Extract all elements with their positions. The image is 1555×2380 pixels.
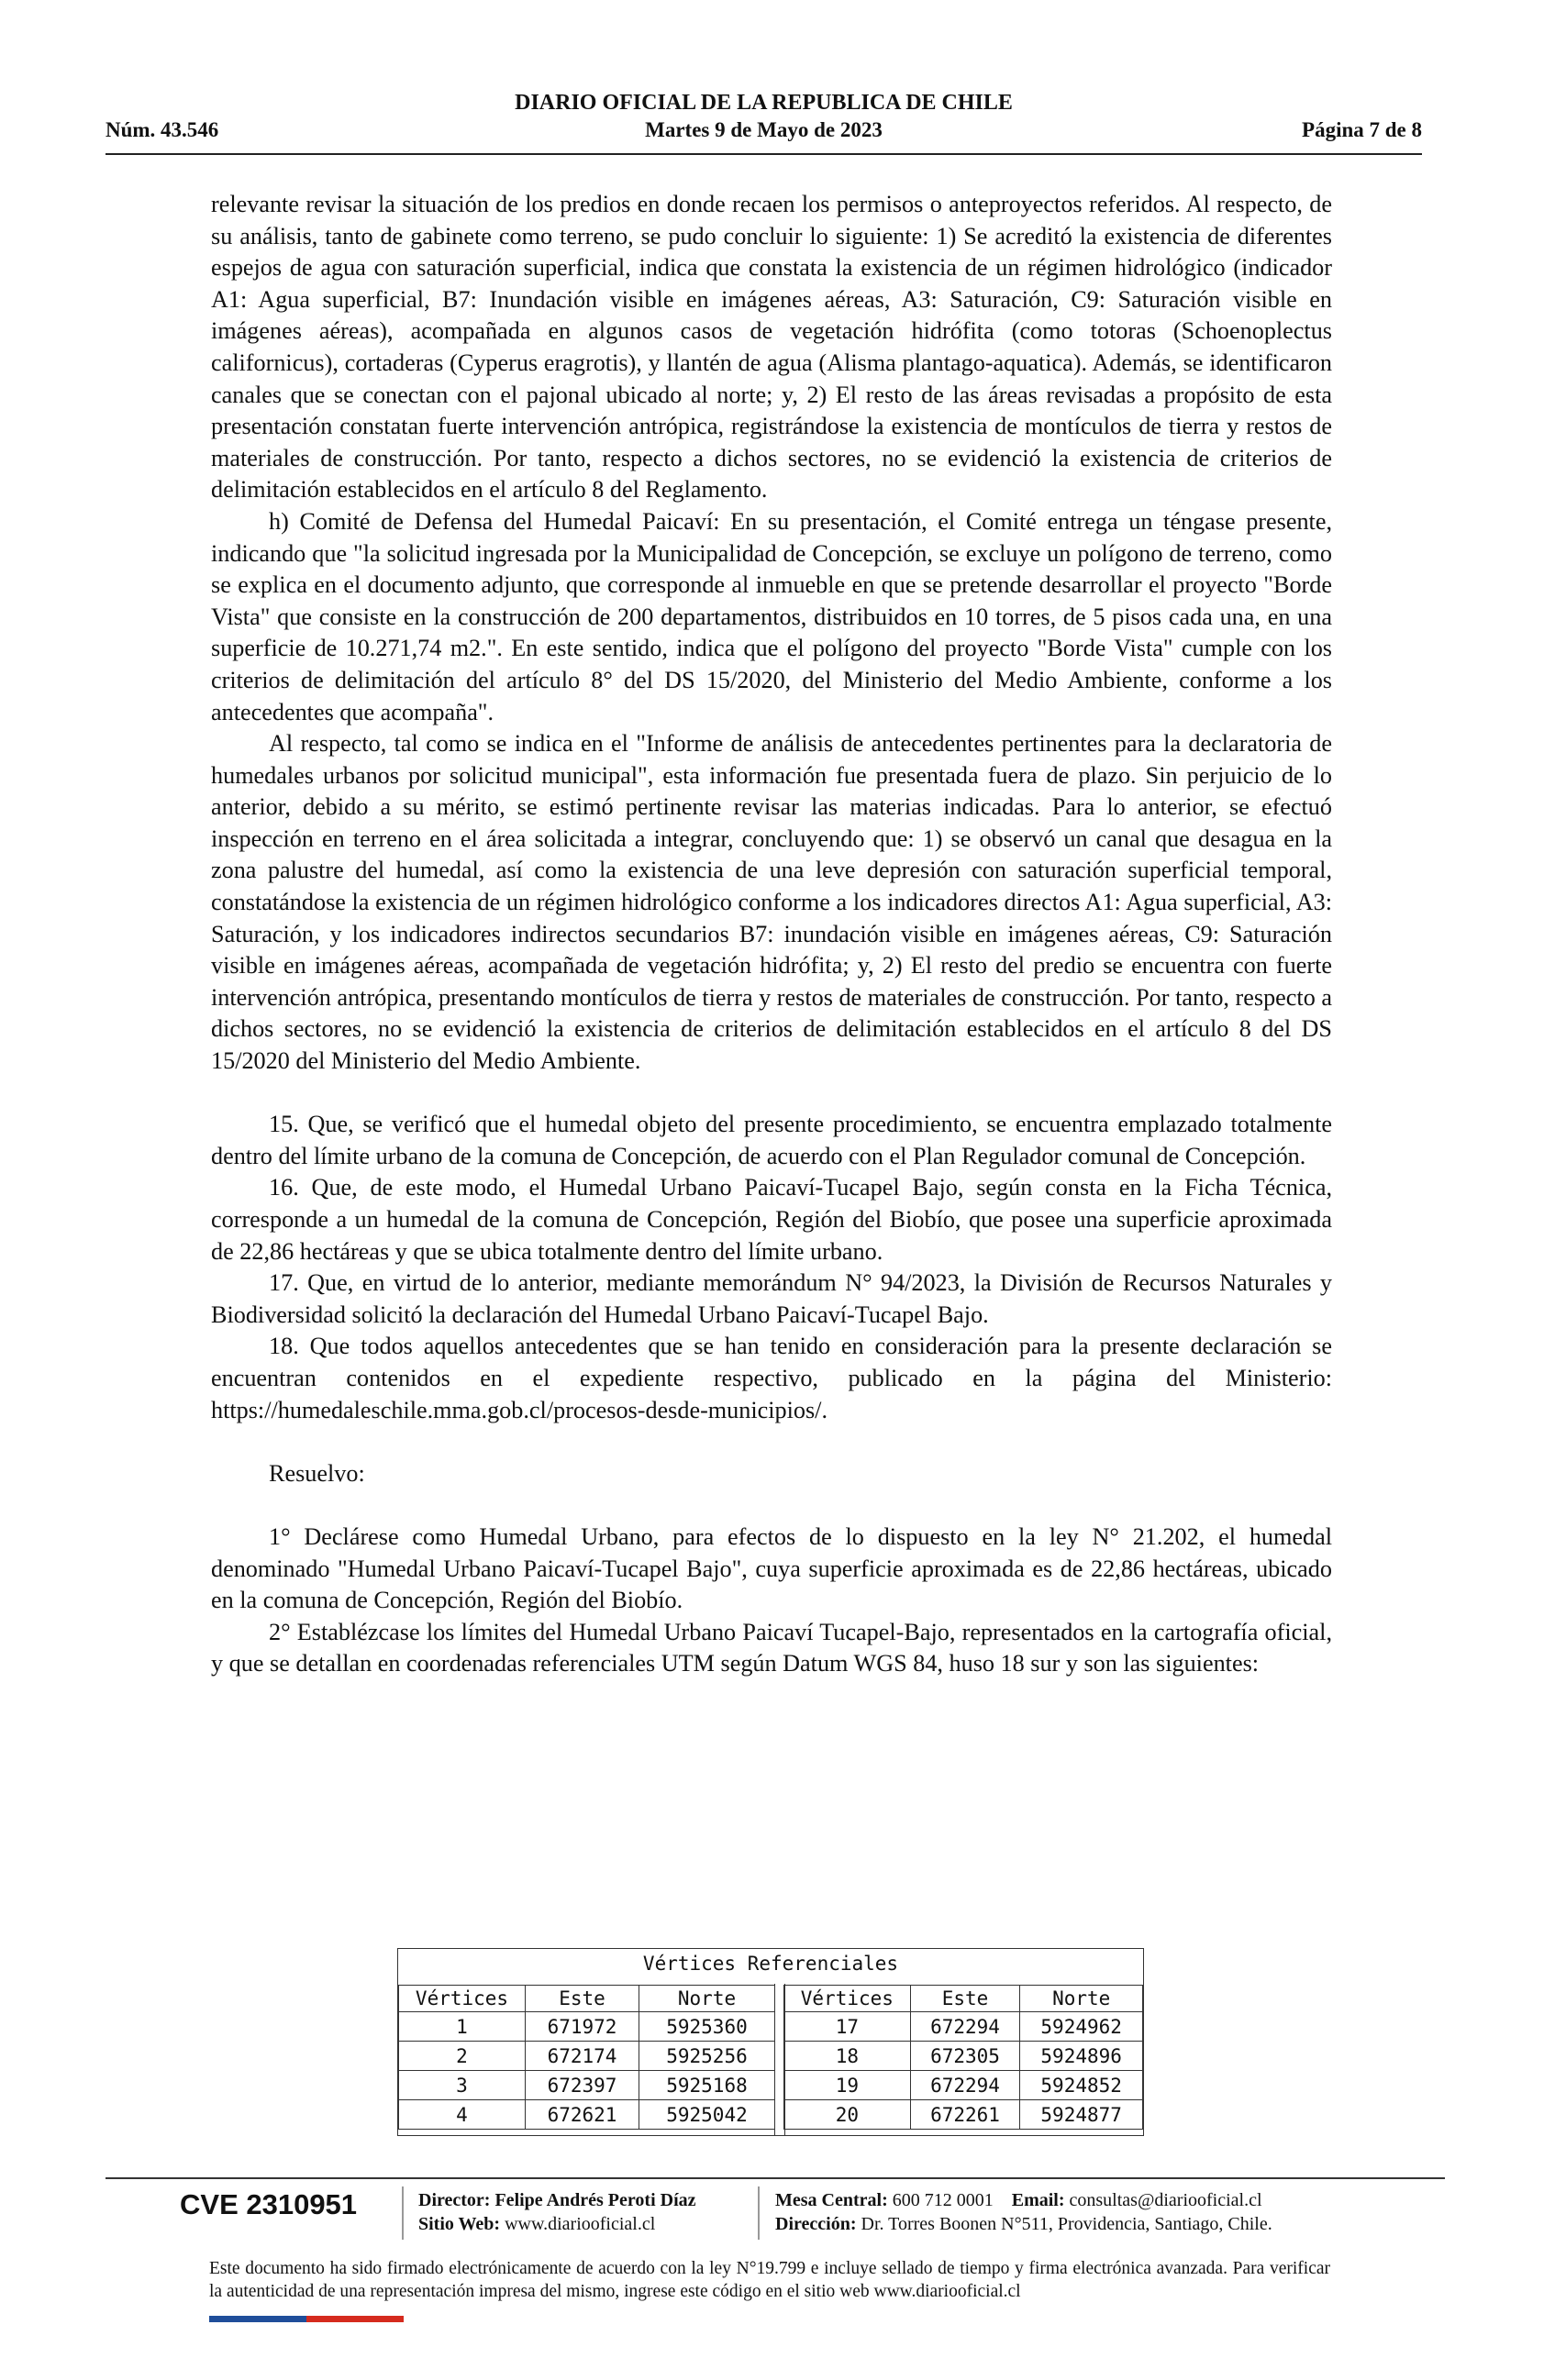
footer-divider bbox=[106, 2177, 1445, 2179]
paragraph: 16. Que, de este modo, el Humedal Urbano Paicaví-Tucapel Bajo, según consta en la Ficha Técnica, corresponde a un humedal de la comuna de Concepción, Región del Biobío, que posee una superficie aproximada de 22,86 hectáreas y que se ubica totalmente dentro del límite urbano. bbox=[211, 1174, 1332, 1265]
address-label: Dirección: bbox=[775, 2214, 857, 2234]
table-cell: 19 bbox=[784, 2071, 911, 2100]
table-cell: 2 bbox=[399, 2042, 526, 2071]
paragraph: h) Comité de Defensa del Humedal Paicaví: En su presentación, el Comité entrega un téngase presente, indicando que "la solicitud ingresada por la Municipalidad de Concepción, se excluye un polígono de terreno, como se explica en el documento adjunto, que corresponde al inmueble en que se pretende desarrollar el proyecto "Borde Vista" que consiste en la construcción de 200 departamentos, distribuidos en 10 torres, de 5 pisos cada una, en una superficie de 10.271,74 m2.". En este sentido, indica que el polígono del proyecto "Borde Vista" cumple con los criterios de delimitación del artículo 8° del DS 15/2020, del Ministerio del Medio Ambiente, conforme a los antecedentes que acompaña". bbox=[211, 507, 1332, 725]
vertices-table bbox=[397, 1948, 1144, 2136]
page-header bbox=[106, 87, 1422, 155]
table-row bbox=[399, 2012, 775, 2042]
paragraph: Al respecto, tal como se indica en el "Informe de análisis de antecedentes pertinentes para la declaratoria de humedales urbanos por solicitud municipal", esta información fue presentada fuera de plazo. Sin perjuicio de lo anterior, debido a su mérito, se estimó pertinente revisar las materias indicadas. Para lo anterior, se efectuó inspección en terreno en el área solicitada a integrar, concluyendo que: 1) se observó un canal que desagua en la zona palustre del humedal, así como la existencia de una leve depresión con saturación superficial temporal, constatándose la existencia de un régimen hidrológico conforme a los indicadores directos A1: Agua superficial, A3: Saturación, y los indicadores indirectos secundarios B7: inundación visible en imágenes aéreas, C9: Saturación visible en imágenes aéreas, acompañada de vegetación hidrófita; y, 2) El resto del predio se encuentra con fuerte intervención antrópica, presentando montículos de tierra y restos de materiales de construcción. Por tanto, respecto a dichos sectores, no se evidenció la existencia de criterios de delimitación establecidos en el artículo 8 del DS 15/2020 del Ministerio del Medio Ambiente. bbox=[211, 730, 1332, 1075]
table-header: Vértices bbox=[399, 1986, 526, 2012]
paragraph: 2° Establézcase los límites del Humedal Urbano Paicaví Tucapel-Bajo, representados en la cartografía oficial, y que se detallan en coordenadas referenciales UTM según Datum WGS 84, huso 18 sur y son las siguientes: bbox=[211, 1618, 1332, 1677]
table-cell: 672397 bbox=[526, 2071, 639, 2100]
table-cell: 5925042 bbox=[639, 2100, 775, 2130]
director-name: Felipe Andrés Peroti Díaz bbox=[494, 2190, 696, 2210]
footer-separator bbox=[402, 2186, 404, 2240]
table-cell: 5925256 bbox=[639, 2042, 775, 2071]
email-label: Email: bbox=[1011, 2190, 1065, 2210]
table-header: Norte bbox=[639, 1986, 775, 2012]
site-label: Sitio Web: bbox=[418, 2214, 501, 2234]
footer-director-block bbox=[418, 2188, 696, 2236]
phone-label: Mesa Central: bbox=[775, 2190, 888, 2210]
flag-red-segment bbox=[306, 2316, 404, 2322]
document-body bbox=[211, 189, 1332, 1680]
table-cell: 5924877 bbox=[1020, 2100, 1143, 2130]
table-cell: 671972 bbox=[526, 2012, 639, 2042]
flag-blue-segment bbox=[209, 2316, 306, 2322]
table-row bbox=[399, 2042, 775, 2071]
page-number: Página 7 de 8 bbox=[1302, 118, 1422, 141]
table-cell: 17 bbox=[784, 2012, 911, 2042]
vertices-table-left bbox=[398, 1985, 775, 2130]
table-cell: 5924852 bbox=[1020, 2071, 1143, 2100]
director-label: Director: bbox=[418, 2190, 491, 2210]
paragraph: 17. Que, en virtud de lo anterior, mediante memorándum N° 94/2023, la División de Recursos Naturales y Biodiversidad solicitó la declaración del Humedal Urbano Paicaví-Tucapel Bajo. bbox=[211, 1269, 1332, 1328]
table-cell: 18 bbox=[784, 2042, 911, 2071]
table-cell: 672305 bbox=[910, 2042, 1020, 2071]
resolution-heading: Resuelvo: bbox=[269, 1459, 365, 1487]
table-row bbox=[399, 2071, 775, 2100]
address: Dr. Torres Boonen N°511, Providencia, Santiago, Chile. bbox=[861, 2214, 1272, 2234]
table-cell: 672261 bbox=[910, 2100, 1020, 2130]
table-row bbox=[784, 2071, 1143, 2100]
table-header: Este bbox=[910, 1986, 1020, 2012]
table-cell: 20 bbox=[784, 2100, 911, 2130]
publication-title: DIARIO OFICIAL DE LA REPUBLICA DE CHILE bbox=[515, 91, 1013, 115]
signature-note: Este documento ha sido firmado electrónicamente de acuerdo con la ley N°19.799 e incluye sellado de tiempo y firma electrónica avanzada. Para verificar la autenticidad de una representación impresa del mismo, ingrese este código en el sitio web www.diariooficial.cl bbox=[209, 2259, 1330, 2301]
table-cell: 5925360 bbox=[639, 2012, 775, 2042]
table-row bbox=[784, 2012, 1143, 2042]
paragraph: relevante revisar la situación de los predios en donde recaen los permisos o anteproyectos referidos. Al respecto, de su análisis, tanto de gabinete como terreno, se pudo concluir lo siguiente: 1) Se acreditó la existencia de diferentes espejos de agua con saturación superficial, indica que constata la existencia de un régimen hidrológico (indicador A1: Agua superficial, B7: Inundación visible en imágenes aéreas, A3: Saturación, C9: Saturación visible en imágenes aéreas), acompañada en algunos casos de vegetación hidrófita (como totoras (Schoenoplectus californicus), cortaderas (Cyperus eragrotis), y llantén de agua (Alisma plantago-aquatica). Además, se identificaron canales que se conectan con el pajonal ubicado al norte; y, 2) El resto de las áreas revisadas a propósito de esta presentación constatan fuerte intervención antrópica, registrándose la existencia de montículos de tierra y restos de materiales de construcción. Por tanto, respecto a dichos sectores, no se evidenció la existencia de criterios de delimitación establecidos en el artículo 8 del Reglamento. bbox=[211, 191, 1332, 504]
table-cell: 5925168 bbox=[639, 2071, 775, 2100]
table-header: Norte bbox=[1020, 1986, 1143, 2012]
table-cell: 672174 bbox=[526, 2042, 639, 2071]
table-cell: 3 bbox=[399, 2071, 526, 2100]
phone-number: 600 712 0001 bbox=[892, 2190, 994, 2210]
table-cell: 5924962 bbox=[1020, 2012, 1143, 2042]
table-cell: 672294 bbox=[910, 2012, 1020, 2042]
issue-number: Núm. 43.546 bbox=[106, 118, 219, 141]
vertices-table-right bbox=[783, 1985, 1143, 2130]
paragraph: 15. Que, se verificó que el humedal objeto del presente procedimiento, se encuentra emplazado totalmente dentro del límite urbano de la comuna de Concepción, de acuerdo con el Plan Regulador comunal de Concepción. bbox=[211, 1111, 1332, 1169]
table-cell: 1 bbox=[399, 2012, 526, 2042]
table-header: Vértices bbox=[784, 1986, 911, 2012]
email-link[interactable]: consultas@diariooficial.cl bbox=[1069, 2190, 1262, 2210]
paragraph: 1° Declárese como Humedal Urbano, para efectos de lo dispuesto en la ley N° 21.202, el humedal denominado "Humedal Urbano Paicaví-Tucapel Bajo", cuya superficie aproximada es de 22,86 hectáreas, ubicado en la comuna de Concepción, Región del Biobío. bbox=[211, 1522, 1332, 1614]
table-header: Este bbox=[526, 1986, 639, 2012]
table-cell: 672621 bbox=[526, 2100, 639, 2130]
table-cell: 5924896 bbox=[1020, 2042, 1143, 2071]
cve-code: CVE 2310951 bbox=[180, 2188, 358, 2220]
issue-date: Martes 9 de Mayo de 2023 bbox=[645, 118, 883, 141]
table-row bbox=[784, 2042, 1143, 2071]
footer-contact-block bbox=[775, 2188, 1272, 2236]
table-cell: 672294 bbox=[910, 2071, 1020, 2100]
table-row bbox=[784, 2100, 1143, 2130]
table-row bbox=[399, 2100, 775, 2130]
footer-separator bbox=[758, 2186, 760, 2240]
paragraph: 18. Que todos aquellos antecedentes que se han tenido en consideración para la presente declaración se encuentran contenidos en el expediente respectivo, publicado en la página del Ministerio: https://humedaleschile.mma.gob.cl/procesos-desde-municipios/. bbox=[211, 1333, 1332, 1423]
site-link[interactable]: www.diariooficial.cl bbox=[505, 2214, 656, 2234]
table-title: Vértices Referenciales bbox=[642, 1953, 899, 1975]
table-cell: 4 bbox=[399, 2100, 526, 2130]
